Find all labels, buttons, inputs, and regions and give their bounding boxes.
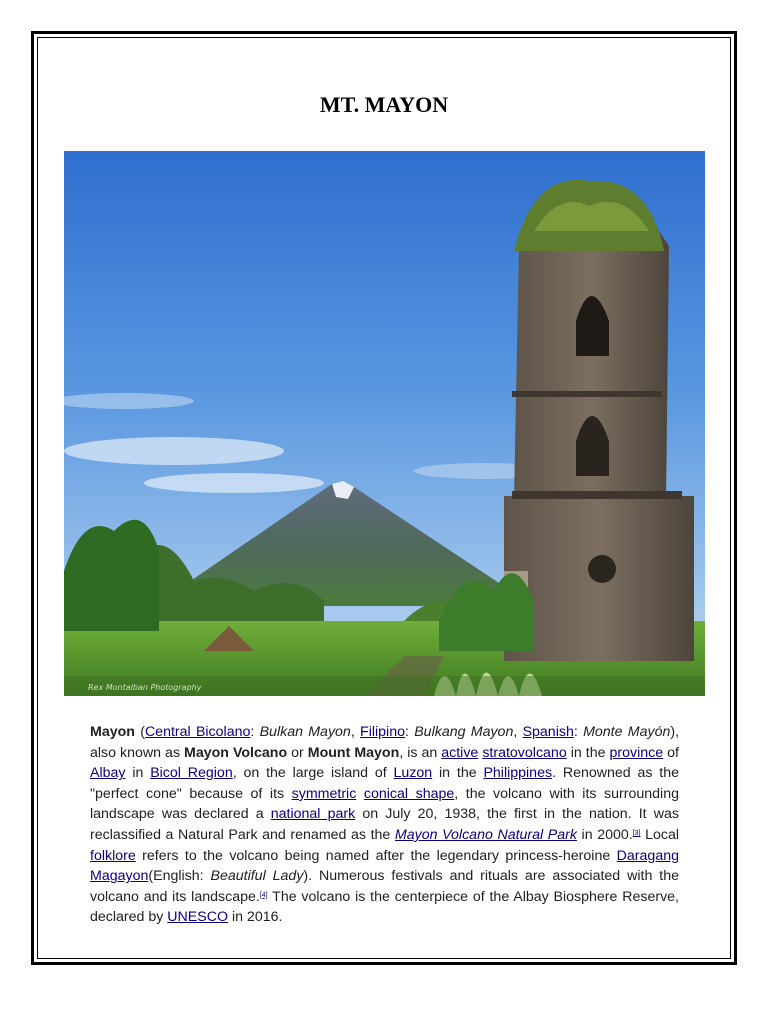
term-bulkang-mayon: Bulkang Mayon: [414, 724, 514, 740]
text-run: ,: [513, 724, 523, 740]
link-philippines[interactable]: Philippines: [483, 765, 553, 782]
link-stratovolcano[interactable]: stratovolcano: [482, 744, 567, 761]
link-central-bicolano[interactable]: Central Bicolano: [144, 724, 251, 740]
link-active[interactable]: active: [441, 744, 479, 761]
text-run: ), also known as: [90, 724, 680, 761]
link-symmetric[interactable]: symmetric: [291, 785, 357, 802]
citation-link-3[interactable]: [3]: [632, 829, 641, 837]
link-mayon-volcano-natural-park[interactable]: Mayon Volcano Natural Park: [394, 826, 577, 843]
text-run: :: [250, 724, 260, 740]
text-run: [356, 786, 364, 802]
term-mayon-volcano: Mayon Volcano: [184, 744, 288, 761]
citation-link-4[interactable]: [4]: [259, 891, 268, 899]
term-beautiful-lady: Beautiful Lady: [210, 868, 304, 885]
term-mount-mayon: Mount Mayon: [307, 744, 400, 761]
link-conical-shape[interactable]: conical shape: [363, 785, 455, 802]
text-run: on July 20, 1938, the first in the nation. It was reclassified a Natural Park and renamed as the: [90, 806, 679, 843]
bell-tower: [504, 180, 694, 661]
term-bulkan-mayon: Bulkan Mayon: [259, 724, 351, 740]
term-mayon: Mayon: [90, 724, 135, 740]
text-run: , the volcano with its surrounding landscape was declared a: [90, 785, 679, 823]
mayon-photo: [64, 151, 705, 696]
text-run: in the: [566, 744, 610, 761]
article-paragraph: [90, 722, 679, 928]
text-run: in 2016.: [228, 909, 283, 926]
link-folklore[interactable]: folklore: [90, 847, 136, 864]
link-spanish[interactable]: Spanish: [522, 724, 574, 740]
link-national-park[interactable]: national park: [270, 806, 356, 823]
citation-4[interactable]: [260, 892, 268, 899]
text-run: , on the large island of: [232, 765, 394, 782]
text-run: :: [573, 724, 584, 740]
link-daragang-magayon[interactable]: Daragang Magayon: [90, 847, 679, 885]
text-run: ). Numerous festivals and rituals are associated with the volcano and its landscape.: [90, 868, 680, 905]
text-run: (English:: [148, 868, 211, 885]
text-run: . Renowned as the "perfect cone" because of its: [90, 765, 680, 802]
link-province[interactable]: province: [609, 744, 664, 761]
link-unesco[interactable]: UNESCO: [167, 909, 228, 926]
link-bicol-region[interactable]: Bicol Region: [150, 765, 233, 782]
link-filipino[interactable]: Filipino: [360, 724, 405, 740]
text-run: in the: [432, 765, 484, 782]
link-luzon[interactable]: Luzon: [393, 765, 433, 782]
text-run: refers to the volcano being named after the legendary princess-heroine: [135, 847, 617, 864]
document-title: MT. MAYON: [319, 92, 449, 117]
link-albay[interactable]: Albay: [90, 765, 126, 782]
text-run: , is an: [399, 744, 442, 761]
photo-credit: Rex Montalban Photography: [88, 683, 202, 692]
text-run: of: [663, 744, 679, 761]
citation-3[interactable]: [633, 830, 641, 837]
text-run: in 2000.: [576, 826, 633, 843]
text-run: ,: [350, 724, 361, 740]
text-run: :: [405, 724, 415, 740]
text-run: The volcano is the centerpiece of the Albay Biosphere Reserve, declared by: [90, 888, 679, 926]
text-run: Local: [640, 826, 680, 843]
term-monte-mayon: Monte Mayón: [583, 724, 671, 740]
text-run: (: [134, 724, 145, 740]
text-run: in: [125, 765, 151, 782]
text-run: or: [287, 744, 308, 761]
